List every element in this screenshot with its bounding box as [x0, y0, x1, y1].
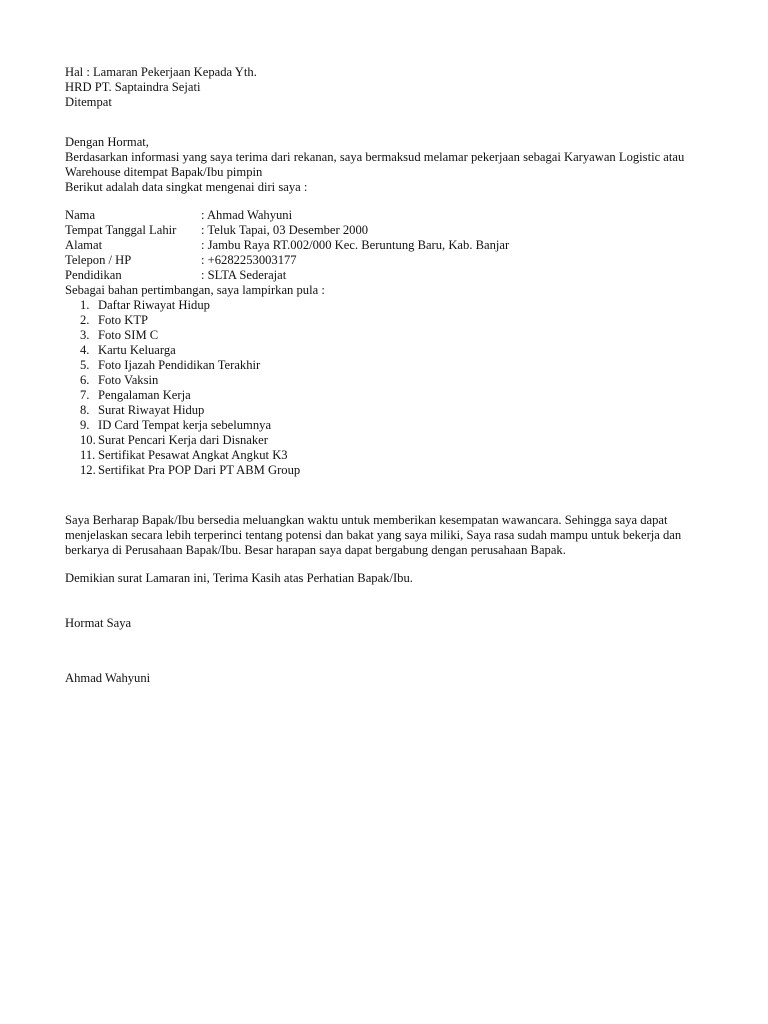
intro-text-3: Berikut adalah data singkat mengenai diri saya :: [65, 180, 308, 194]
list-item: [80, 313, 708, 328]
signature: [65, 671, 708, 686]
list-text: Surat Pencari Kerja dari Disnaker: [98, 433, 268, 447]
attachments-list: [80, 298, 708, 478]
closing-text-1: Saya Berharap Bapak/Ibu bersedia meluangkan waktu untuk memberikan kesempatan wawancara. Sehingga saya dapat: [65, 513, 668, 527]
detail-value: : Teluk Tapai, 03 Desember 2000: [201, 223, 369, 237]
list-number: 5.: [80, 358, 90, 372]
detail-row-phone: [65, 253, 708, 268]
list-text: Daftar Riwayat Hidup: [98, 298, 210, 312]
list-text: Kartu Keluarga: [98, 343, 176, 357]
signoff-text: Hormat Saya: [65, 616, 132, 630]
letter-header: [65, 65, 708, 110]
list-number: 7.: [80, 388, 90, 402]
detail-row-education: [65, 268, 708, 283]
list-text: Foto Vaksin: [98, 373, 159, 387]
list-number: 9.: [80, 418, 90, 432]
list-item: [80, 448, 708, 463]
list-number: 11.: [80, 448, 96, 462]
list-number: 6.: [80, 373, 90, 387]
closing-paragraph: [65, 513, 708, 558]
list-text: ID Card Tempat kerja sebelumnya: [98, 418, 272, 432]
detail-row-name: [65, 208, 708, 223]
signature-name: Ahmad Wahyuni: [65, 671, 151, 685]
list-item: [80, 373, 708, 388]
list-item: [80, 418, 708, 433]
detail-value: : Jambu Raya RT.002/000 Kec. Beruntung Baru, Kab. Banjar: [201, 238, 510, 252]
list-item: [80, 403, 708, 418]
list-item: [80, 343, 708, 358]
letter-opening: [65, 135, 708, 195]
detail-label: Tempat Tanggal Lahir: [65, 223, 177, 237]
list-number: 1.: [80, 298, 90, 312]
list-item: [80, 388, 708, 403]
attachments-intro-text: Sebagai bahan pertimbangan, saya lampirkan pula :: [65, 283, 325, 297]
list-text: Surat Riwayat Hidup: [98, 403, 205, 417]
list-text: Sertifikat Pra POP Dari PT ABM Group: [98, 463, 301, 477]
intro-text-1: Berdasarkan informasi yang saya terima dari rekanan, saya bermaksud melamar pekerjaan sebagai Karyawan Logistic atau: [65, 150, 685, 164]
list-number: 2.: [80, 313, 90, 327]
attachments-intro: [65, 283, 708, 298]
detail-label: Pendidikan: [65, 268, 122, 282]
detail-row-address: [65, 238, 708, 253]
recipient-line: HRD PT. Saptaindra Sejati: [65, 80, 201, 94]
location-line: Ditempat: [65, 95, 112, 109]
list-item: [80, 328, 708, 343]
detail-label: Alamat: [65, 238, 103, 252]
thanks-text: Demikian surat Lamaran ini, Terima Kasih atas Perhatian Bapak/Ibu.: [65, 571, 413, 585]
list-item: [80, 358, 708, 373]
list-item: [80, 463, 708, 478]
detail-value: : SLTA Sederajat: [201, 268, 287, 282]
closing-text-2: menjelaskan secara lebih terperinci tentang potensi dan bakat yang saya miliki, Saya rasa sudah mampu untuk bekerja dan: [65, 528, 682, 542]
list-text: Pengalaman Kerja: [98, 388, 191, 402]
thanks-paragraph: [65, 571, 708, 586]
list-number: 8.: [80, 403, 90, 417]
detail-label: Nama: [65, 208, 96, 222]
detail-value: : +6282253003177: [201, 253, 297, 267]
closing-text-3: berkarya di Perusahaan Bapak/Ibu. Besar harapan saya dapat bergabung dengan perusahaan Bapak.: [65, 543, 566, 557]
list-text: Sertifikat Pesawat Angkat Angkut K3: [98, 448, 288, 462]
salutation: Dengan Hormat,: [65, 135, 149, 149]
intro-text-2: Warehouse ditempat Bapak/Ibu pimpin: [65, 165, 263, 179]
list-number: 3.: [80, 328, 90, 342]
list-text: Foto KTP: [98, 313, 149, 327]
list-text: Foto Ijazah Pendidikan Terakhir: [98, 358, 261, 372]
list-item: [80, 433, 708, 448]
subject-line: Hal : Lamaran Pekerjaan Kepada Yth.: [65, 65, 257, 79]
detail-row-birth: [65, 223, 708, 238]
signoff: [65, 616, 708, 631]
list-number: 10.: [80, 433, 96, 447]
list-number: 4.: [80, 343, 90, 357]
personal-details: [65, 208, 708, 283]
list-number: 12.: [80, 463, 96, 477]
list-text: Foto SIM C: [98, 328, 159, 342]
detail-value: : Ahmad Wahyuni: [201, 208, 293, 222]
list-item: [80, 298, 708, 313]
detail-label: Telepon / HP: [65, 253, 132, 267]
